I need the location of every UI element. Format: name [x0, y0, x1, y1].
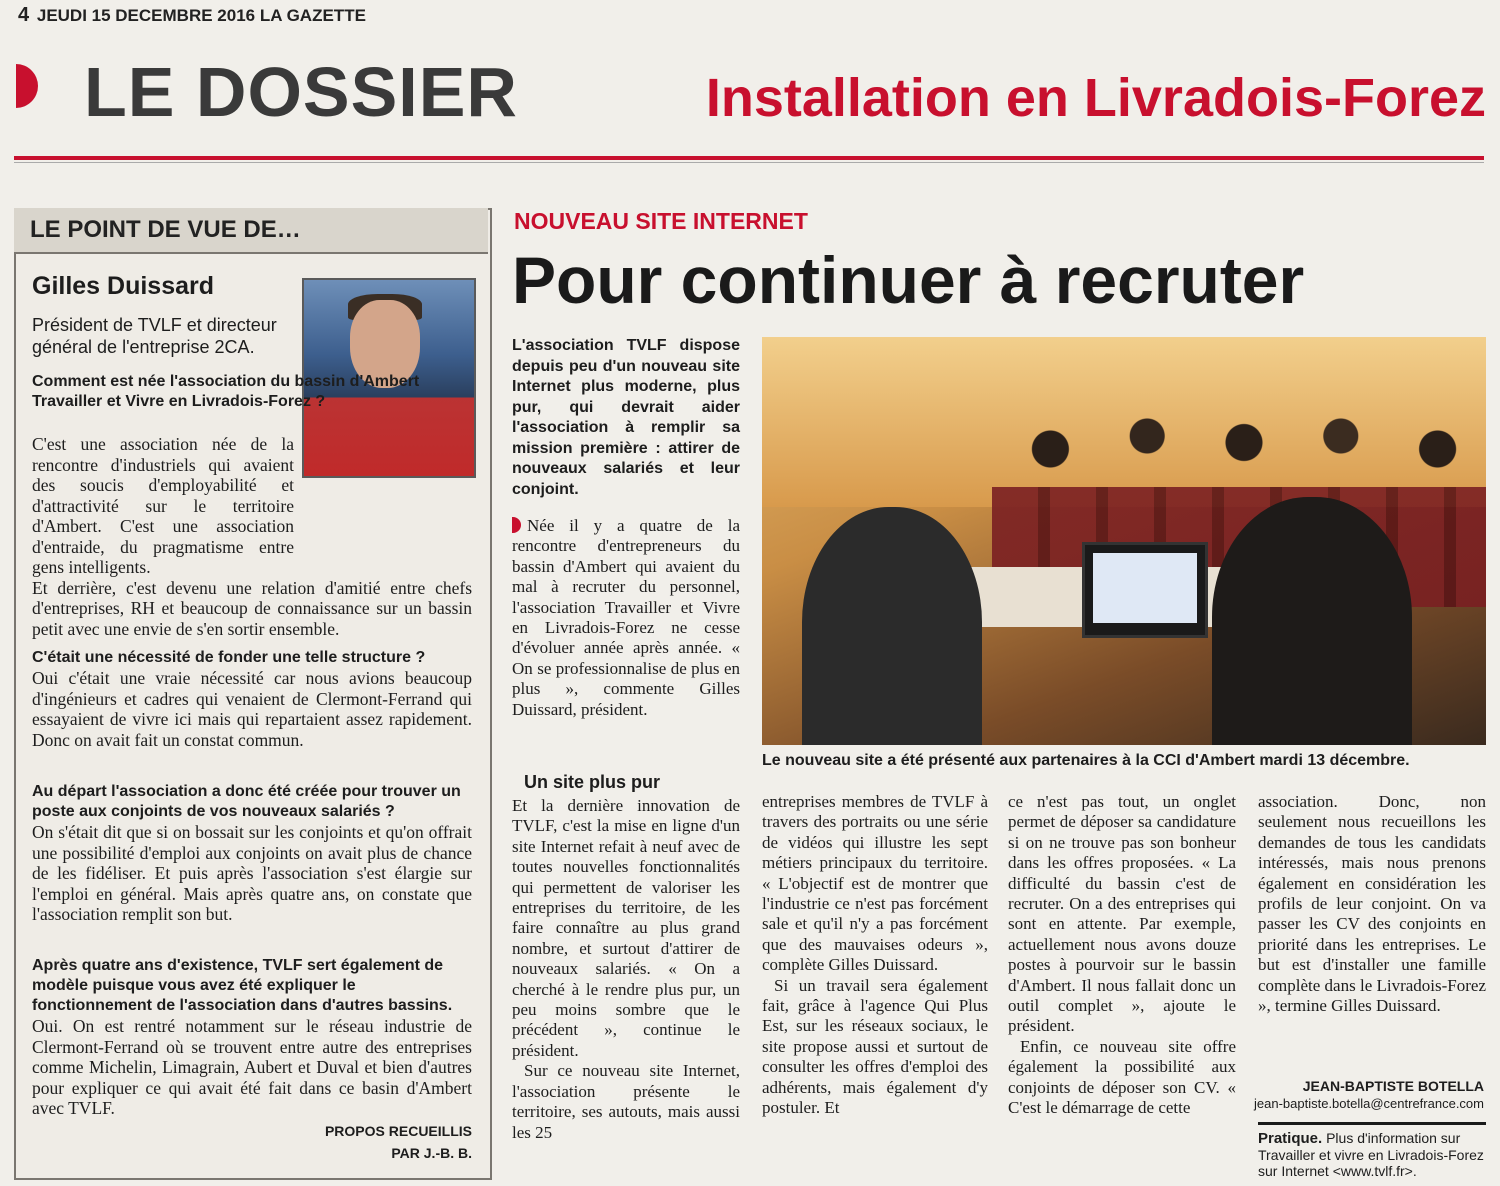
- pratique-text: Plus d'information sur Travailler et vivre en Livradois-Forez sur Internet <www.tvlf.fr>.: [1258, 1130, 1484, 1179]
- answer-2-p1: Oui c'était une vraie nécessité car nous avions beaucoup d'ingénieurs et cadres qui venaient de Clermont-Ferrand qui essayaient de vivre ici mais qui repartaient assez rapidement. Donc on avait fait un constat commun.: [32, 668, 472, 750]
- photo-foreground-person-left: [802, 507, 982, 745]
- signoff-line-2: PAR J.-B. B.: [391, 1145, 472, 1161]
- article-col-3: [1008, 792, 1236, 1119]
- article-headline: Pour continuer à recruter: [512, 243, 1305, 317]
- article-col-2-p1: entreprises membres de TVLF à travers des portraits ou une série de vidéos qui illustre les sept métiers principaux du territoire. « L'objectif est de montrer que l'industrie ce n'est pas forcément sale et qu'il n'y a pas forcément que des mauvaises odeurs », complète Gilles Duissard.: [762, 792, 988, 975]
- photo-caption: Le nouveau site a été présenté aux partenaires à la CCI d'Ambert mardi 13 décembre.: [762, 752, 1410, 769]
- question-1: Comment est née l'association du bassin d'Ambert Travailler et Vivre en Livradois-Forez ?: [32, 373, 420, 410]
- article-para-1: [512, 516, 740, 720]
- pratique-label: Pratique.: [1258, 1130, 1323, 1147]
- article-kicker: NOUVEAU SITE INTERNET: [514, 208, 808, 234]
- section-title: LE DOSSIER: [84, 53, 518, 131]
- article-col-4: [1258, 792, 1486, 1016]
- article-para-1-text: Née il y a quatre de la rencontre d'entrepreneurs du bassin d'Ambert qui avaient du mal à recruter du personnel, l'association Travailler et Vivre en Livradois-Forez ne cesse d'évoluer année après année. « On se professionnalise de plus en plus », commente Gilles Duissard, président.: [512, 516, 740, 719]
- interviewee-name: Gilles Duissard: [32, 272, 215, 300]
- article-col-3-p2: Enfin, ce nouveau site offre également la possibilité aux conjoints de déposer son CV. « C'est le démarrage de cette: [1008, 1036, 1236, 1118]
- interview-heading: LE POINT DE VUE DE…: [30, 216, 301, 243]
- author-email: jean-baptiste.botella@centrefrance.com: [1254, 1096, 1484, 1111]
- paragraph-bullet-icon: [512, 517, 521, 533]
- answer-3: [32, 822, 472, 925]
- article-col-2-p2: Si un travail sera également fait, grâce à l'agence Qui Plus Est, sur les réseaux sociaux, le site propose aussi et surtout de consulter les offres d'emploi des adhérents, mais également d'y postuler. Et: [762, 975, 988, 1118]
- laptop-screen: [1093, 553, 1197, 623]
- article-col-1-p1: Et la dernière innovation de TVLF, c'est la mise en ligne d'un site Internet refait à neuf avec de toutes nouvelles fonctionnalités qui permettent de valoriser les entreprises du territoire, de les faire connaître au plus grand nombre, et surtout d'attirer de nouveaux salariés. « On a cherché à le rendre plus pur, un peu moins sombre que le précédent », continue le président.: [512, 796, 740, 1060]
- answer-2: [32, 668, 472, 750]
- article-subhead: Un site plus pur: [524, 772, 661, 792]
- laptop-icon: [1082, 542, 1208, 638]
- page-header-line: [18, 4, 366, 27]
- article-intro: L'association TVLF dispose depuis peu d'un nouveau site Internet plus moderne, plus pur, qui devrait aider l'association à remplir sa mission première : attirer de nouveaux salariés et leur conjoint.: [512, 337, 740, 498]
- article-col-3-p1: ce n'est pas tout, un onglet permet de déposer sa candidature si on ne trouve pas son bonheur dans les offres proposées. « La difficulté du bassin c'est de recruter. On a des entreprises qui sont en attente. Par exemple, actuellement nous avons douze postes à pourvoir sur le bassin d'Ambert. Il nous fallait donc un outil complet », ajoute le président.: [1008, 792, 1236, 1036]
- question-3: Au départ l'association a donc été créée pour trouver un poste aux conjoints de vos nouveaux salariés ?: [32, 783, 461, 820]
- date-source: JEUDI 15 DECEMBRE 2016 LA GAZETTE: [36, 6, 366, 25]
- page-title: Installation en Livradois-Forez: [705, 68, 1486, 128]
- answer-1-p2: Et derrière, c'est devenu une relation d'amitié entre chefs d'entreprises, RH et beaucoup de connaissance sur un bassin petit avec une envie de s'en sortir ensemble.: [32, 577, 472, 639]
- answer-4: [32, 1016, 472, 1119]
- interview-heading-bar: [14, 208, 488, 254]
- signoff-line-1: PROPOS RECUEILLIS: [324, 1123, 472, 1139]
- answer-4-p1: Oui. On est rentré notamment sur le réseau industrie de Clermont-Ferrand où se trouvent entre autre des entreprises comme Michelin, Limagrain, Aubert et Duval et bien d'autres pour expliquer ce qui avait été fait dans ce basin d'Ambert avec TVLF.: [32, 1016, 472, 1118]
- article-col-2: [762, 792, 988, 1119]
- answer-1-p1: C'est une association née de la rencontre d'industriels qui avaient des soucis d'employabilité et d'attractivité sur le territoire d'Ambert. C'est une association d'entraide, du pragmatisme entre gens intelligents.: [32, 434, 294, 577]
- meeting-photo: [762, 337, 1486, 745]
- question-2: C'était une nécessité de fonder une telle structure ?: [32, 649, 426, 666]
- header-rule: [14, 156, 1484, 160]
- header-rule-thin: [14, 162, 1484, 163]
- article-col-1: [512, 796, 740, 1143]
- article-col-4-p1: association. Donc, non seulement nous recueillons les demandes de tous les candidats intéressés, mais nous prenons également en considération les profils de leur conjoint. On va passer les CV des conjoints en priorité dans les entreprises. Le but est d'installer une famille complète dans le Livradois-Forez », termine Gilles Duissard.: [1258, 792, 1487, 1016]
- answer-3-p1: On s'était dit que si on bossait sur les conjoints et qu'on offrait une possibilité d'emploi aux conjoints on avait plus de chance de les fidéliser. Et puis après l'association s'est élargie sur l'emploi en général. Mais après quatre ans, on constate que l'association remplit son but.: [32, 822, 472, 924]
- photo-foreground-person-right: [1212, 497, 1412, 745]
- question-4: Après quatre ans d'existence, TVLF sert également de modèle puisque vous avez été expliquer le fonctionnement de l'association dans d'autres bassins.: [32, 957, 453, 1014]
- interviewee-role: Président de TVLF et directeur général de l'entreprise 2CA.: [32, 315, 277, 357]
- page-number: 4: [18, 4, 30, 26]
- article-col-1-p2: Sur ce nouveau site Internet, l'association présente le territoire, ses autouts, mais aussi les 25: [512, 1061, 740, 1142]
- author-byline: JEAN-BAPTISTE BOTELLA: [1302, 1078, 1484, 1094]
- pratique-box: [1258, 1130, 1488, 1179]
- section-marker-icon: [16, 64, 38, 108]
- answer-1: [32, 434, 472, 639]
- pratique-rule: [1258, 1122, 1486, 1125]
- interview-signoff: [325, 1120, 472, 1164]
